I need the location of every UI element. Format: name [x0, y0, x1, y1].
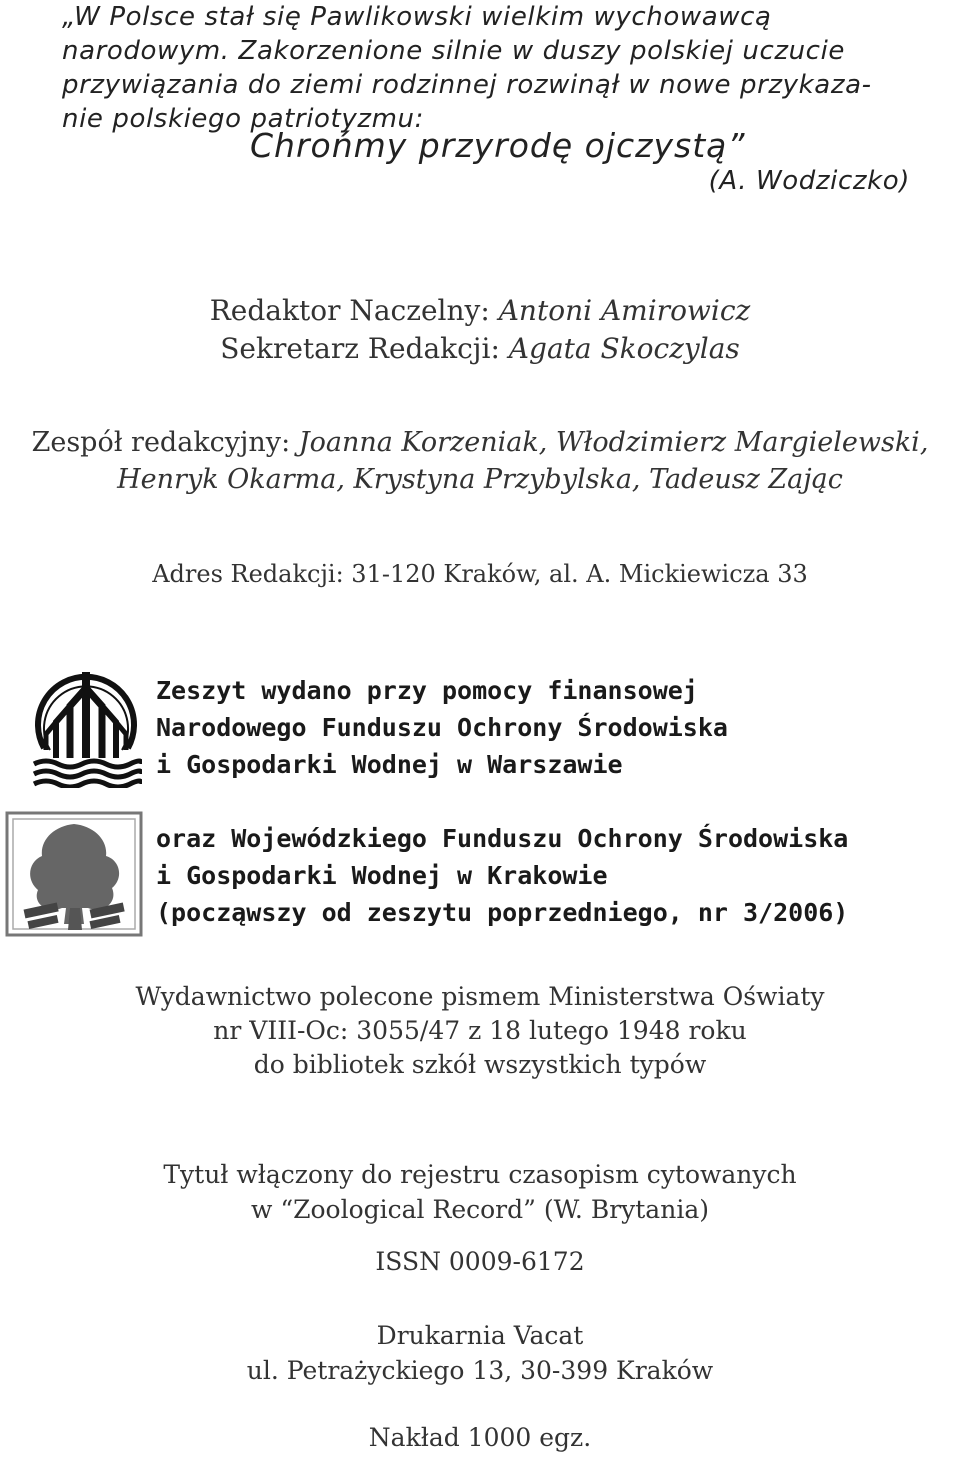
nfosigw-logo — [30, 650, 142, 788]
secretary — [0, 332, 960, 365]
recommendation-line: Wydawnictwo polecone pismem Ministerstwa Oświaty — [135, 982, 825, 1011]
funding-line: i Gospodarki Wodnej w Warszawie — [156, 750, 623, 779]
quote-line: narodowym. Zakorzenione silnie w duszy polskiej uczucie — [62, 36, 845, 66]
editorial-address: Adres Redakcji: 31-120 Kraków, al. A. Mickiewicza 33 — [152, 560, 808, 588]
issn: ISSN 0009-6172 — [375, 1247, 585, 1276]
funding-regional — [156, 820, 848, 931]
circulation: Nakład 1000 egz. — [368, 1423, 592, 1452]
wfosigw-krakow-logo — [4, 810, 144, 938]
quote-author: (A. Wodziczko) — [708, 166, 910, 196]
chief-editor-name: Antoni Amirowicz — [498, 294, 751, 327]
registry-note — [0, 1157, 960, 1227]
team-names-2: Henryk Okarma, Krystyna Przybylska, Tadeusz Zając — [117, 464, 843, 495]
quote-line: „W Polsce stał się Pawlikowski wielkim wychowawcą — [62, 2, 772, 32]
ministry-recommendation — [0, 980, 960, 1082]
recommendation-line: do bibliotek szkół wszystkich typów — [253, 1050, 707, 1079]
funding-line: Zeszyt wydano przy pomocy finansowej — [156, 676, 698, 705]
funding-line: oraz Wojewódzkiego Funduszu Ochrony Środowiska — [156, 824, 849, 853]
motto: Chrońmy przyrodę ojczystą” — [250, 126, 746, 165]
team-label: Zespół redakcyjny: — [31, 427, 291, 458]
recommendation-line: nr VIII-Oc: 3055/47 z 18 lutego 1948 roku — [213, 1016, 747, 1045]
secretary-name: Agata Skoczylas — [508, 332, 740, 365]
printer-name: Drukarnia Vacat — [376, 1321, 584, 1350]
registry-line: Tytuł włączony do rejestru czasopism cytowanych — [163, 1160, 797, 1189]
team-names-1: Joanna Korzeniak, Włodzimierz Margielewski, — [298, 427, 929, 458]
funding-national — [156, 672, 728, 783]
chief-editor-label: Redaktor Naczelny: — [209, 294, 490, 327]
registry-line: w “Zoological Record” (W. Brytania) — [251, 1195, 709, 1224]
quote-line: przywiązania do ziemi rodzinnej rozwinął w nowe przykaza- — [62, 70, 872, 100]
secretary-label: Sekretarz Redakcji: — [220, 332, 500, 365]
chief-editor — [0, 294, 960, 327]
funding-line: Narodowego Funduszu Ochrony Środowiska — [156, 713, 728, 742]
printer-address: ul. Petrażyckiego 13, 30-399 Kraków — [246, 1356, 714, 1385]
editorial-team — [0, 427, 960, 458]
quote-line: nie polskiego patriotyzmu: — [62, 104, 424, 134]
printer — [0, 1318, 960, 1388]
funding-line: (począwszy od zeszytu poprzedniego, nr 3/2006) — [156, 898, 849, 927]
funding-line: i Gospodarki Wodnej w Krakowie — [156, 861, 608, 890]
epigraph-quote — [62, 0, 912, 136]
